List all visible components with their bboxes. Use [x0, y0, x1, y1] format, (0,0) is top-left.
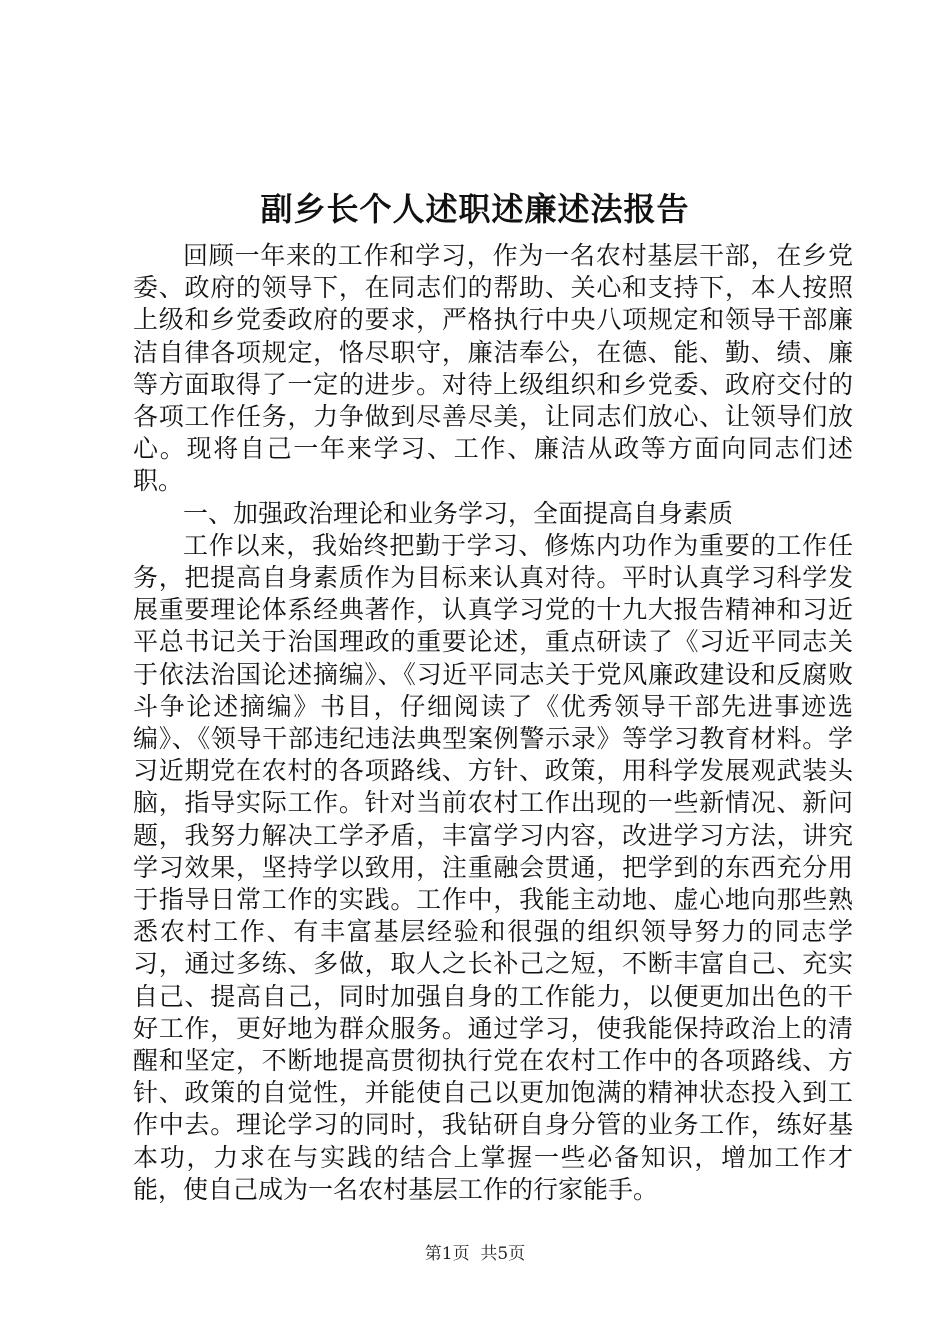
page-footer	[0, 1242, 950, 1266]
intro-paragraph: 回顾一年来的工作和学习，作为一名农村基层干部，在乡党委、政府的领导下，在同志们的帮助、关心和支持下，本人按照上级和乡党委政府的要求，严格执行中央八项规定和领导干部廉洁自律各项规定，恪尽职守，廉洁奉公，在德、能、勤、绩、廉等方面取得了一定的进步。对待上级组织和乡党委、政府交付的各项工作任务，力争做到尽善尽美，让同志们放心、让领导们放心。现将自己一年来学习、工作、廉洁从政等方面向同志们述职。	[133, 241, 853, 496]
body-paragraph: 工作以来，我始终把勤于学习、修炼内功作为重要的工作任务，把提高自身素质作为目标来认真对待。平时认真学习科学发展重要理论体系经典著作，认真学习党的十九大报告精神和习近平总书记关于治国理政的重要论述，重点研读了《习近平同志关于依法治国论述摘编》、《习近平同志关于党风廉政建设和反腐败斗争论述摘编》书目，仔细阅读了《优秀领导干部先进事迹选编》、《领导干部违纪违法典型案例警示录》等学习教育材料。学习近期党在农村的各项路线、方针、政策，用科学发展观武装头脑，指导实际工作。针对当前农村工作出现的一些新情况、新问题，我努力解决工学矛盾，丰富学习内容，改进学习方法，讲究学习效果，坚持学以致用，注重融会贯通，把学到的东西充分用于指导日常工作的实践。工作中，我能主动地、虚心地向那些熟悉农村工作、有丰富基层经验和很强的组织领导努力的同志学习，通过多练、多做，取人之长补己之短，不断丰富自己、充实自己、提高自己，同时加强自身的工作能力，以便更加出色的干好工作，更好地为群众服务。通过学习，使我能保持政治上的清醒和坚定，不断地提高贯彻执行党在农村工作中的各项路线、方针、政策的自觉性，并能使自己以更加饱满的精神状态投入到工作中去。理论学习的同时，我钻研自身分管的业务工作，练好基本功，力求在与实践的结合上掌握一些必备知识，增加工作才能，使自己成为一名农村基层工作的行家能手。	[133, 530, 853, 1204]
document-title: 副乡长个人述职述廉述法报告	[260, 190, 690, 228]
page-number: 第1页	[424, 1244, 470, 1264]
document-body	[133, 240, 853, 1206]
section-heading: 一、加强政治理论和业务学习，全面提高自身素质	[183, 498, 734, 528]
page-total: 共5页	[480, 1244, 526, 1264]
